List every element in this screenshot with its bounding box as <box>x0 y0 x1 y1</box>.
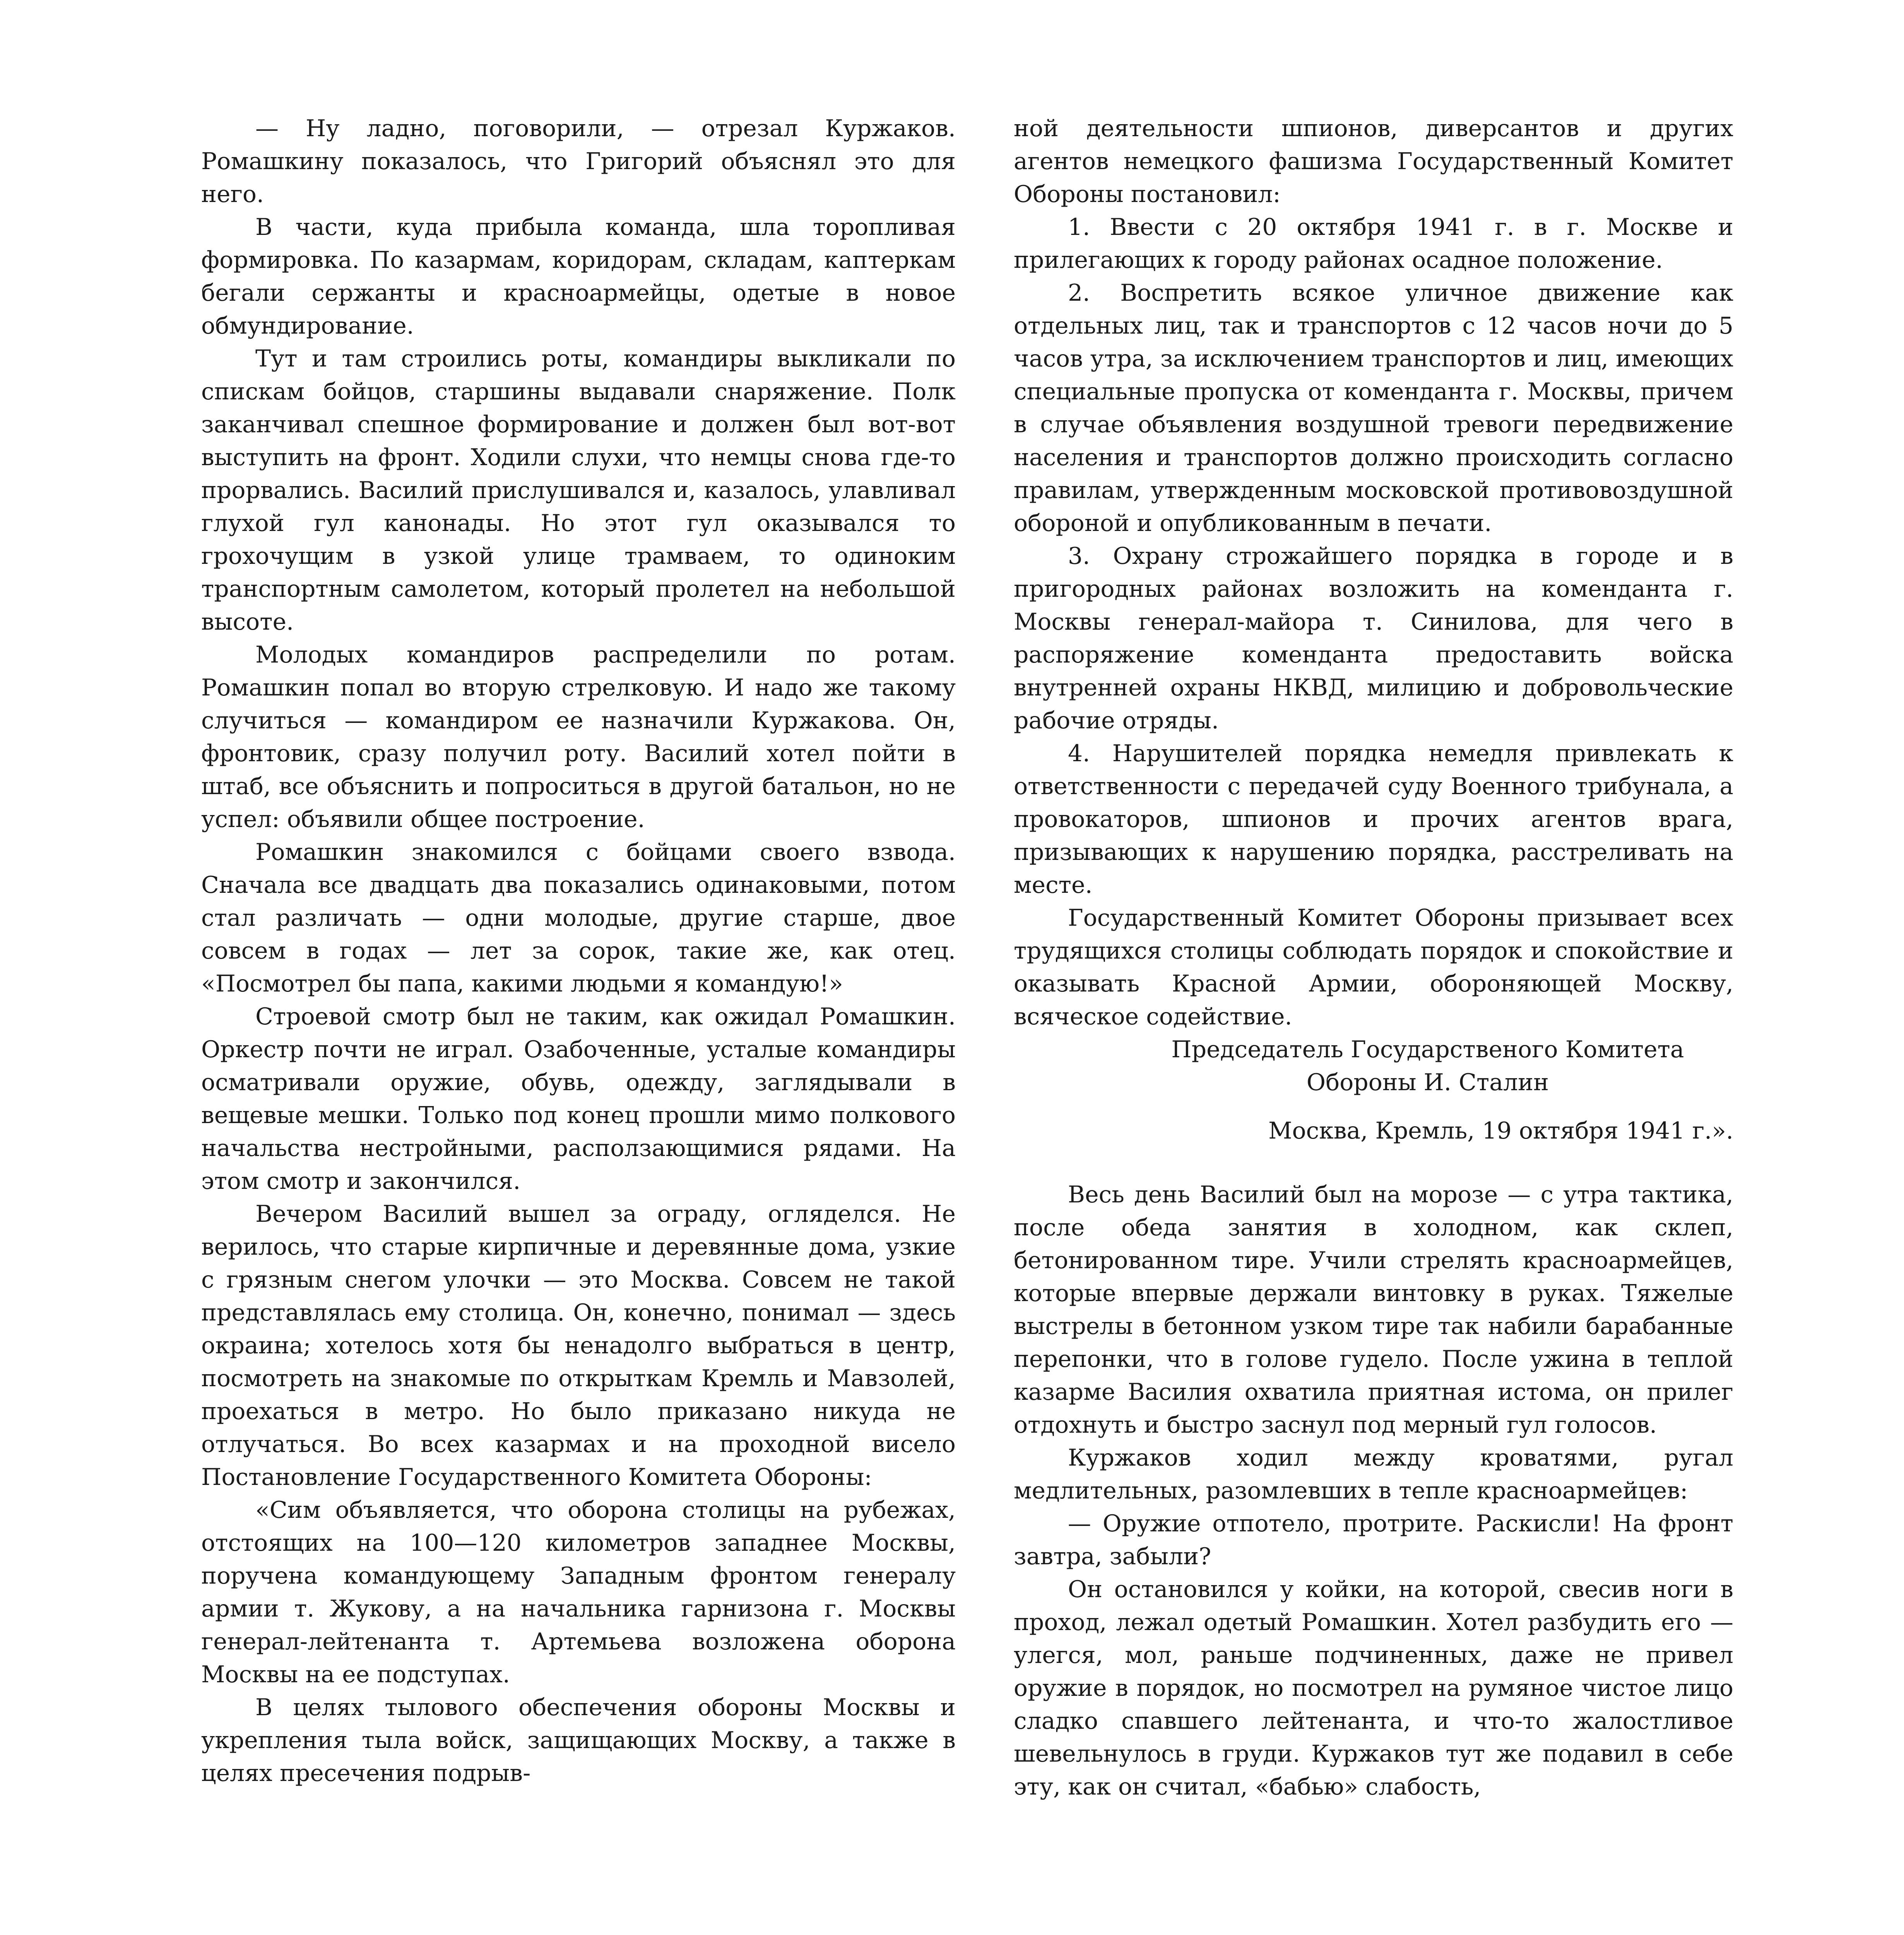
paragraph: Строевой смотр был не таким, как ожидал Ромашкин. Оркестр почти не играл. Озабоченные, усталые командиры осматривали оружие, обувь, одежду, заглядывали в вещевые мешки. Только под конец прошли мимо полкового начальства нестройными, расползающимися рядами. На этом смотр и закончился. <box>201 1003 956 1195</box>
paragraph: Он остановился у койки, на которой, свесив ноги в проход, лежал одетый Ромашкин. Хотел разбудить его — улегся, мол, раньше подчиненных, даже не привел оружие в порядок, но посмотрел на румяное чистое лицо сладко спавшего лейтенанта, и что-то жалостливое шевельнулось в груди. Куржаков тут же подавил в себе эту, как он считал, «бабью» слабость, <box>1014 1576 1733 1800</box>
paragraph: Вечером Василий вышел за ограду, огляделся. Не верилось, что старые кирпичные и деревянные дома, узкие с грязным снегом улочки — это Москва. Совсем не такой представлялась ему столица. Он, конечно, понимал — здесь окраина; хотелось хотя бы ненадолго выбраться в центр, посмотреть на знакомые по открыткам Кремль и Мавзолей, проехаться в метро. Но было приказано никуда не отлучаться. Во всех казармах и на проходной висело Постановление Государственного Комитета Обороны: <box>201 1200 956 1491</box>
decree-item: 1. Ввести с 20 октября 1941 г. в г. Москве и прилегающих к городу районах осадное положение. <box>1014 214 1733 274</box>
paragraph: Весь день Василий был на морозе — с утра тактика, после обеда занятия в холодном, как склеп, бетонированном тире. Учили стрелять красноармейцев, которые впервые держали винтовку в руках. Тяжелые выстрелы в бетонном узком тире так набили барабанные перепонки, что в голове гудело. После ужина в теплой казарме Василия охватила приятная истома, он прилег отдохнуть и быстро заснул под мерный гул голосов. <box>1014 1181 1733 1438</box>
left-column <box>201 112 956 1790</box>
paragraph: Тут и там строились роты, командиры выкликали по спискам бойцов, старшины выдавали снаряжение. Полк заканчивал спешное формирование и должен был вот-вот выступить на фронт. Ходили слухи, что немцы снова где-то прорвались. Василий прислушивался и, казалось, улавливал глухой гул канонады. Но этот гул оказывался то грохочущим в узкой улице трамваем, то одиноким транспортным самолетом, который пролетел на небольшой высоте. <box>201 345 956 635</box>
decree-item: 4. Нарушителей порядка немедля привлекать к ответственности с передачей суду Военного трибунала, а провокаторов, шпионов и прочих агентов врага, призывающих к нарушению порядка, расстреливать на месте. <box>1014 740 1733 899</box>
decree-place-date: Москва, Кремль, 19 октября 1941 г.». <box>1268 1117 1733 1144</box>
paragraph: — Ну ладно, поговорили, — отрезал Куржаков. Ромашкину показалось, что Григорий объяснял это для него. <box>201 115 956 208</box>
paragraph: «Сим объявляется, что оборона столицы на рубежах, отстоящих на 100—120 километров западнее Москвы, поручена командующему Западным фронтом генералу армии т. Жукову, а на начальника гарнизона г. Москвы генерал-лейтенанта т. Артемьева возложена оборона Москвы на ее подступах. <box>201 1497 956 1688</box>
decree-item: 2. Воспретить всякое уличное движение как отдельных лиц, так и транспортов с 12 часов ночи до 5 часов утра, за исключением транспортов и лиц, имеющих специальные пропуска от коменданта г. Москвы, причем в случае объявления воздушной тревоги передвижение населения и транспортов должно происходить согласно правилам, утвержденным московской противовоздушной обороной и опубликованным в печати. <box>1014 279 1733 537</box>
paragraph: Куржаков ходил между кроватями, ругал медлительных, разомлевших в тепле красноармейцев: <box>1014 1444 1733 1504</box>
right-column <box>1014 112 1733 1803</box>
paragraph: Ромашкин знакомился с бойцами своего взвода. Сначала все двадцать два показались одинаковыми, потом стал различать — одни молодые, другие старше, двое совсем в годах — лет за сорок, такие же, как отец. «Посмотрел бы папа, какими людьми я командую!» <box>201 839 956 997</box>
paragraph: Государственный Комитет Обороны призывает всех трудящихся столицы соблюдать порядок и спокойствие и оказывать Красной Армии, обороняющей Москву, всяческое содействие. <box>1014 904 1733 1030</box>
dialogue-line: — Оружие отпотело, протрите. Раскисли! На фронт завтра, забыли? <box>1014 1510 1733 1570</box>
paragraph: Молодых командиров распределили по ротам. Ромашкин попал во вторую стрелковую. И надо же такому случиться — командиром ее назначили Куржакова. Он, фронтовик, сразу получил роту. Василий хотел пойти в штаб, все объяснить и попроситься в другой батальон, но не успел: объявили общее построение. <box>201 641 956 833</box>
paragraph: В целях тылового обеспечения обороны Москвы и укрепления тыла войск, защищающих Москву, а также в целях пресечения подрыв- <box>201 1694 956 1787</box>
paragraph: ной деятельности шпионов, диверсантов и других агентов немецкого фашизма Государственный Комитет Обороны постановил: <box>1014 115 1733 208</box>
decree-item: 3. Охрану строжайшего порядка в городе и в пригородных районах возложить на коменданта г. Москвы генерал-майора т. Синилова, для чего в распоряжение коменданта предоставить войска внутренней охраны НКВД, милицию и добровольческие рабочие отряды. <box>1014 543 1733 734</box>
decree-signature: Председатель Государственого Комитета Обороны И. Сталин <box>1171 1036 1684 1096</box>
paragraph: В части, куда прибыла команда, шла торопливая формировка. По казармам, коридорам, складам, каптеркам бегали сержанты и красноармейцы, одетые в новое обмундирование. <box>201 214 956 339</box>
